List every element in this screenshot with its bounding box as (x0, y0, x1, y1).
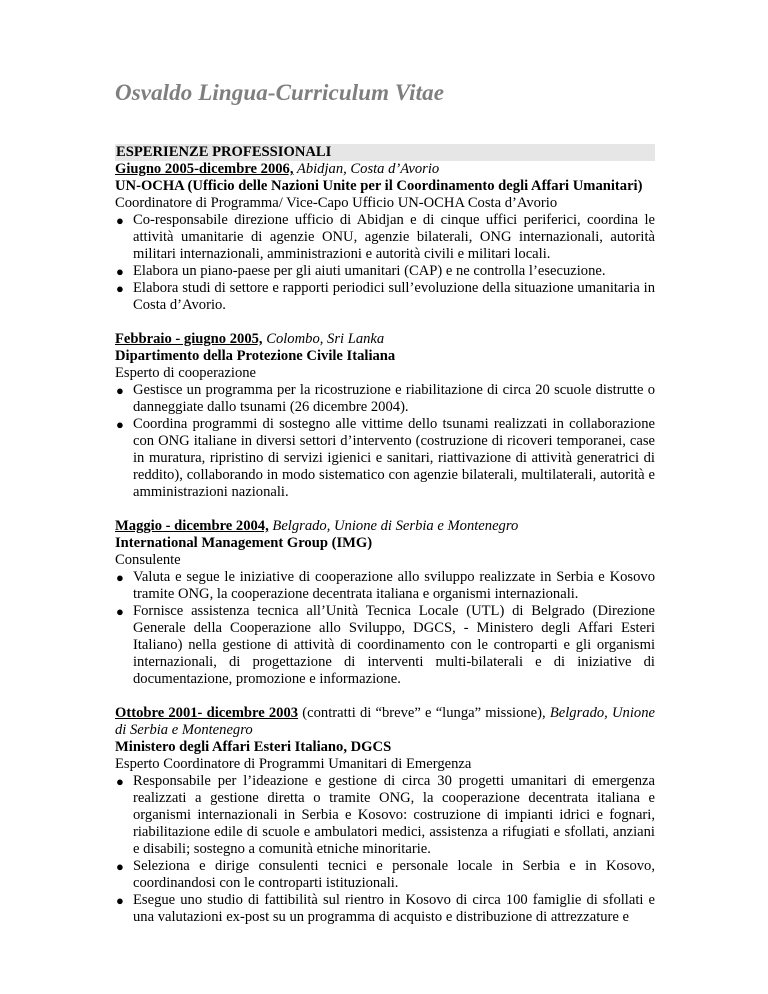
list-item (115, 773, 655, 858)
bullet-icon: ● (116, 893, 124, 908)
bullet-text: Valuta e segue le iniziative di cooperazione allo sviluppo realizzate in Serbia e Kosovo tramite ONG, la cooperazione decentrata italiana e organismi internazionali. (133, 569, 655, 602)
list-item (115, 263, 655, 280)
bullet-text: Gestisce un programma per la ricostruzione e riabilitazione di circa 20 scuole distrutte o danneggiate dallo tsunami (26 dicembre 2004). (133, 382, 655, 415)
job-role: Coordinatore di Programma/ Vice-Capo Ufficio UN-OCHA Costa d’Avorio (115, 195, 558, 211)
job-date: Ottobre 2001- dicembre 2003 (115, 705, 299, 721)
cv-content (115, 144, 655, 926)
job-date-line (115, 518, 655, 535)
bullet-text: Seleziona e dirige consulenti tecnici e personale locale in Serbia e in Kosovo, coordinandosi con le controparti istituzionali. (133, 858, 655, 891)
bullet-icon: ● (116, 383, 124, 398)
job-organization: International Management Group (IMG) (115, 535, 373, 551)
job-entry (115, 705, 655, 926)
bullet-text: Responsabile per l’ideazione e gestione di circa 30 progetti umanitari di emergenza realizzati a gestione diretta o tramite ONG, la cooperazione decentrata italiana e organismi internazionali in Serbia e Kosovo: costruzione di impianti idrici e fognari, riabilitazione edile di scuole e ambulatori medici, assistenza a rifugiati e sfollati, anziani e disabili; sostegno a comunità etniche minoritarie. (133, 773, 655, 857)
job-bullets (115, 212, 655, 314)
list-item (115, 212, 655, 263)
job-bullets (115, 569, 655, 688)
list-item (115, 569, 655, 603)
section-header: ESPERIENZE PROFESSIONALI (115, 144, 655, 161)
list-item (115, 603, 655, 688)
job-bullets (115, 773, 655, 926)
bullet-icon: ● (116, 264, 124, 279)
bullet-icon: ● (116, 604, 124, 619)
bullet-text: Elabora un piano-paese per gli aiuti umanitari (CAP) e ne controlla l’esecuzione. (133, 263, 606, 279)
job-entry (115, 518, 655, 688)
job-organization: Ministero degli Affari Esteri Italiano, DGCS (115, 739, 392, 755)
job-location: Belgrado, Unione di Serbia e Montenegro (115, 705, 655, 738)
bullet-text: Esegue uno studio di fattibilità sul rientro in Kosovo di circa 100 famiglie di sfollati e una valutazioni ex-post su un programma di acquisto e distribuzione di attrezzature e (133, 892, 655, 925)
page-title: Osvaldo Lingua-Curriculum Vitae (115, 80, 444, 105)
job-date: Febbraio - giugno 2005, (115, 331, 263, 347)
bullet-text: Co-responsabile direzione ufficio di Abidjan e di cinque uffici periferici, coordina le attività umanitarie di agenzie ONU, agenzie bilaterali, ONG internazionali, autorità militari internazionali, amministrazioni e autorità civili e militari locali. (133, 212, 655, 262)
list-item (115, 416, 655, 501)
bullet-icon: ● (116, 570, 124, 585)
job-location: Belgrado, Unione di Serbia e Montenegro (268, 518, 519, 534)
job-role: Esperto Coordinatore di Programmi Umanitari di Emergenza (115, 756, 472, 772)
list-item (115, 382, 655, 416)
bullet-text: Coordina programmi di sostegno alle vittime dello tsunami realizzati in collaborazione con ONG italiane in diversi settori d’intervento (costruzione di ricoveri temporanei, case in muratura, ripristino di servizi igienici e sanitari, riattivazione di attività generatrici di reddito), collaborando in modo sistematico con agenzie bilaterali, multilaterali, autorità e amministrazioni nazionali. (133, 416, 655, 500)
job-organization: Dipartimento della Protezione Civile Italiana (115, 348, 396, 364)
bullet-text: Fornisce assistenza tecnica all’Unità Tecnica Locale (UTL) di Belgrado (Direzione Generale della Cooperazione allo Sviluppo, DGCS, - Ministero degli Affari Esteri Italiano) nella gestione di attività di coordinamento con le controparti e gli organismi internazionali, di progettazione di interventi multi-bilaterali e di iniziative di documentazione, promozione e informazione. (133, 603, 655, 687)
bullet-icon: ● (116, 281, 124, 296)
job-date-line (115, 331, 655, 348)
bullet-icon: ● (116, 417, 124, 432)
job-date: Giugno 2005-dicembre 2006, (115, 161, 294, 177)
list-item (115, 858, 655, 892)
bullet-icon: ● (116, 213, 124, 228)
job-date-line (115, 161, 655, 178)
job-entry (115, 161, 655, 314)
job-bullets (115, 382, 655, 501)
list-item (115, 280, 655, 314)
list-item (115, 892, 655, 926)
job-entry (115, 331, 655, 501)
bullet-icon: ● (116, 859, 124, 874)
job-location: Abidjan, Costa d’Avorio (293, 161, 440, 177)
job-location: Colombo, Sri Lanka (262, 331, 385, 347)
job-organization: UN-OCHA (Ufficio delle Nazioni Unite per il Coordinamento degli Affari Umanitari) (115, 178, 643, 194)
job-role: Consulente (115, 552, 181, 568)
job-date: Maggio - dicembre 2004, (115, 518, 269, 534)
job-date-line (115, 705, 655, 739)
bullet-text: Elabora studi di settore e rapporti periodici sull’evoluzione della situazione umanitaria in Costa d’Avorio. (133, 280, 655, 313)
job-role: Esperto di cooperazione (115, 365, 257, 381)
bullet-icon: ● (116, 774, 124, 789)
job-date-note: (contratti di “breve” e “lunga” missione), (298, 705, 546, 721)
